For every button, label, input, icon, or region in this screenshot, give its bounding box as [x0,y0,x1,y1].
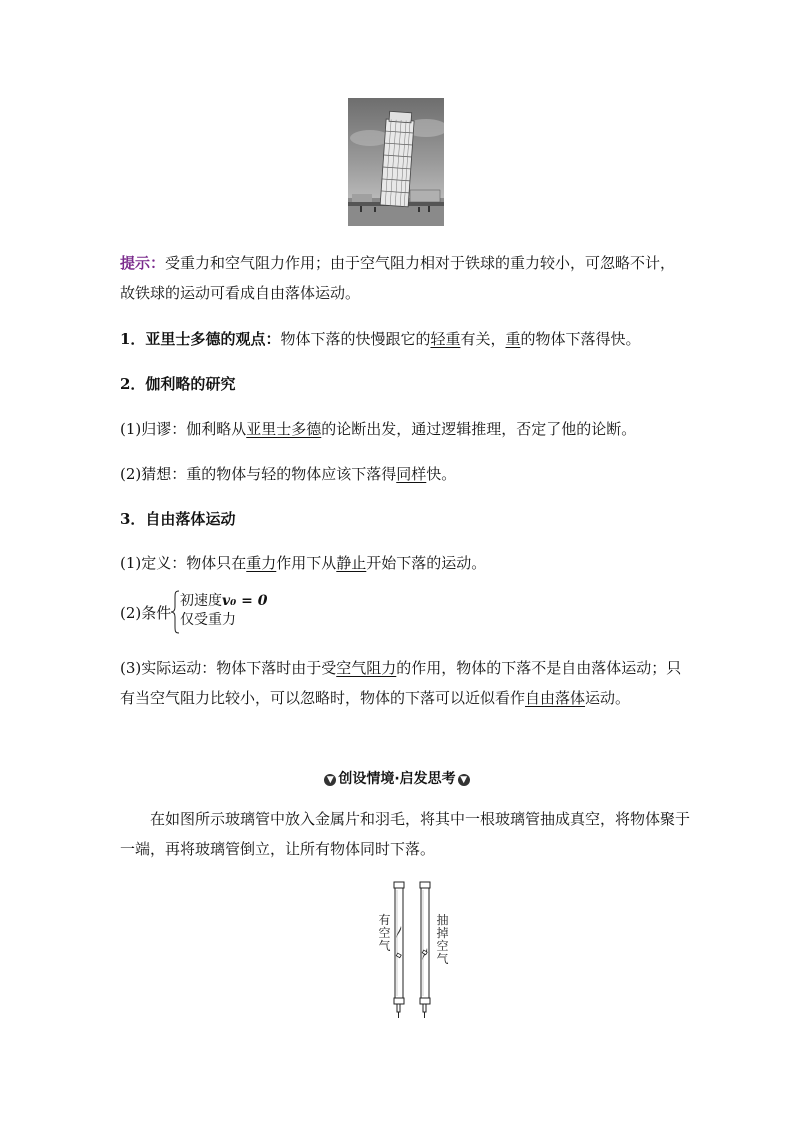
item-3-sub-3-blank-2: 自由落体 [525,689,586,707]
item-1-aristotle [120,324,690,354]
item-2-sub-2 [120,459,690,489]
chevron-down-icon: ▼ [324,774,336,786]
condition-line-2: 仅受重力 [180,612,236,628]
item-2-sub-1 [120,414,690,444]
item-2-sub-1-text: 的论断出发，通过逻辑推理，否定了他的论断。 [321,420,637,438]
tube-vacuum [420,882,430,1018]
item-1-text-c: 的物体下落得快。 [520,330,641,348]
item-3-sub-1-text-b: 开始下落的运动。 [366,554,487,572]
glass-tubes-drawing [390,880,436,1020]
leaning-tower-photo [348,98,444,226]
item-1-text-b: 有关， [460,330,506,348]
condition-line-1 [180,592,268,611]
tube-label-with-air: 有空气 [378,913,391,953]
item-2-sub-2-blank: 同样 [396,465,427,483]
section-title-text: 创设情境·启发思考 [338,771,456,787]
chevron-down-icon: ▼ [458,774,470,786]
condition-1-text: 初速度 [180,593,222,609]
item-2-heading: 2．伽利略的研究 [120,375,236,393]
item-1-prefix: 1．亚里士多德的观点： [120,330,281,348]
hint-label: 提示： [120,254,166,272]
item-3-sub-3 [120,653,690,713]
tube-with-air [394,882,404,1018]
tube-label-vacuum: 抽掉空气 [436,913,449,966]
item-1-blank-1: 轻重 [430,330,461,348]
curly-brace-icon [170,590,180,634]
glass-tubes-figure [368,880,460,1020]
item-3-sub-1 [120,548,690,578]
scenario-paragraph: 在如图所示玻璃管中放入金属片和羽毛，将其中一根玻璃管抽成真空，将物体聚于一端，再将玻璃管倒立，让所有物体同时下落。 [120,810,691,858]
item-1-text-a: 物体下落的快慢跟它的 [280,330,431,348]
section-title [0,768,794,788]
item-2-sub-1-prefix: (1)归谬：伽利略从 [120,420,247,438]
item-2-sub-2-prefix: (2)猜想：重的物体与轻的物体应该下落得 [120,465,397,483]
hint-paragraph [120,248,690,308]
item-3-sub-2-prefix: (2)条件 [120,604,172,622]
item-3-sub-1-blank-2: 静止 [336,554,367,572]
item-3-sub-3-text-b: 运动。 [585,689,631,707]
item-3-sub-1-prefix: (1)定义：物体只在 [120,554,247,572]
item-3-sub-3-prefix: (3)实际运动：物体下落时由于受 [120,659,337,677]
item-3-sub-1-blank-1: 重力 [246,554,277,572]
condition-lines [180,592,268,630]
item-2-sub-1-blank: 亚里士多德 [246,420,322,438]
hint-text: 受重力和空气阻力作用；由于空气阻力相对于铁球的重力较小，可忽略不计，故铁球的运动可看成自由落体运动。 [120,254,676,302]
item-2-sub-2-text: 快。 [426,465,457,483]
item-3-sub-3-blank-1: 空气阻力 [336,659,397,677]
item-1-blank-2: 重 [505,330,521,348]
item-3-sub-1-text-a: 作用下从 [276,554,337,572]
item-3-heading: 3．自由落体运动 [120,510,236,528]
condition-1-formula: v₀ = 0 [222,593,268,609]
item-3-sub-3-text-a: 的作用，物体的下落不是自由落体运动；只有当空气阻力比较小，可以忽略时，物体的下落可以近似看作 [120,659,682,707]
